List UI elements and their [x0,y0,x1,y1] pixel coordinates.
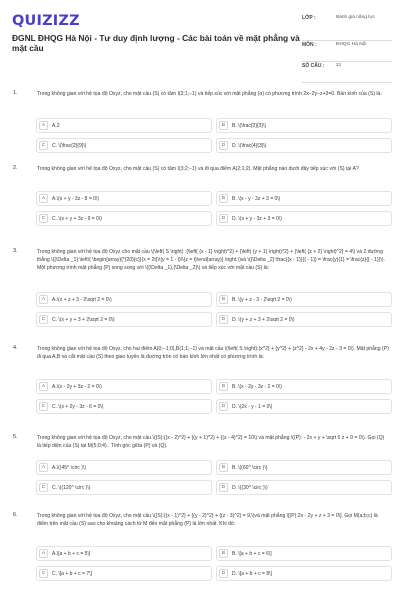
option-text: D. \((30^ \circ )\) [232,485,268,491]
option-letter: D [219,569,228,578]
meta-value: ĐHQG Hà Nội [336,42,367,47]
option-letter: B [219,121,228,130]
meta-value: 21 [336,63,342,68]
option-b[interactable] [216,379,392,394]
option-b[interactable] [216,460,392,475]
option-text: B. \(x - y - 3z + 3 = 0\) [232,196,281,202]
option-b[interactable] [216,191,392,206]
option-a[interactable] [36,191,212,206]
question-number: 2. [13,165,18,171]
option-letter: A [39,549,48,558]
meta-row-count [302,62,392,83]
option-text: C. \[a + b + c = 7\] [52,571,92,577]
worksheet-title: ĐGNL ĐHQG Hà Nội - Tư duy định lượng - Các bài toán về mặt phẳng và mặt cầu [12,33,300,53]
meta-label: SỐ CÂU : [302,63,325,69]
option-d[interactable] [216,399,392,414]
question-text: Trong không gian với hệ tọa độ Oxyz, cho mặt cầu (S) có tâm I(2;1;−1) và tiếp xúc với mặt phẳng (α) có phương trình 2x−2y−z+3=0. Bán kính của (S) là: [37,91,382,97]
option-letter: B [219,194,228,203]
option-letter: D [219,483,228,492]
option-letter: C [39,315,48,324]
question-text: Trong không gian với hệ tọa độ Oxyz, cho mặt cầu \((S):{(x - 1)^2} + {(y - 2)^2} + {(z - 3)^2} = 9,\)và mặt phẳng \[(P):2x - 2y + z + 3 = 0\]. Gọi M(a;b;c) là điểm trên mặt cầu (S) sao cho khoảng cách từ M đến mặt phẳng (P) là lớn nhất. Khi đó: [37,513,378,527]
option-letter: D [219,402,228,411]
option-a[interactable] [36,546,212,561]
question-text: Trong không gian với hệ tọa độ Oxyz, cho mặt cầu (S) có tâm I(3;2;−1) và đi qua điểm A(2;1;2). Mặt phẳng nào dưới đây tiếp xúc với (S) tại A? [37,166,359,172]
option-text: C. \(x + 2y - 3z - 6 = 0\) [52,404,104,410]
question-number: 6. [13,512,18,518]
option-text: A.\(x - 2y + 3z - 2 = 0\) [52,384,102,390]
meta-label: LỚP : [302,15,316,21]
option-text: C. \(x + y + 3z - 9 = 0\) [52,216,102,222]
option-letter: A [39,194,48,203]
option-a[interactable] [36,118,212,133]
meta-row-subject [302,41,392,62]
option-b[interactable] [216,118,392,133]
option-c[interactable] [36,312,212,327]
option-text: A.\[a + b + c = 5\] [52,551,91,557]
meta-label: MÔN : [302,42,317,48]
question-text: Trong không gian với hệ tọa độ Oxyz, cho mặt cầu \((S):{(x - 2)^2} + {(y + 1)^2} + {(z - 4)^2} = 10\) và mặt phẳng \((P): - 2x + y + \sqrt 5 z + 9 = 0\). Gọi (Q) là tiếp diện của (S) tại M(5;0;4) . Tính góc giữa (P) và (Q). [37,435,385,449]
option-letter: D [219,141,228,150]
option-c[interactable] [36,399,212,414]
option-text: D. \(x + y - 3z + 3 = 0\) [232,216,282,222]
worksheet-header [0,0,400,78]
option-letter: A [39,295,48,304]
question-number: 3. [13,248,18,254]
option-d[interactable] [216,211,392,226]
option-c[interactable] [36,480,212,495]
option-letter: C [39,141,48,150]
option-letter: D [219,214,228,223]
option-text: A.\(x + y - 3z - 8 = 0\) [52,196,99,202]
quizizz-logo: QUIZIZZ [12,13,80,29]
option-text: B. \(y + z - 3 - 2\sqrt 2 = 0\) [232,297,292,303]
option-d[interactable] [216,566,392,581]
option-text: D. \(\frac{4}{3}\) [232,143,267,149]
option-d[interactable] [216,312,392,327]
question-number: 1. [13,90,18,96]
question-number: 5. [13,434,18,440]
option-text: B. \(\frac{2}{3}\) [232,123,267,129]
option-c[interactable] [36,211,212,226]
meta-row-class [302,14,392,41]
option-letter: B [219,463,228,472]
option-letter: B [219,549,228,558]
option-letter: B [219,295,228,304]
option-c[interactable] [36,138,212,153]
option-letter: C [39,569,48,578]
option-letter: A [39,382,48,391]
option-c[interactable] [36,566,212,581]
option-letter: A [39,121,48,130]
option-text: D. \(2x - y - 1 = 0\) [232,404,273,410]
option-letter: C [39,402,48,411]
option-d[interactable] [216,480,392,495]
option-b[interactable] [216,546,392,561]
option-text: D. \[a + b + c = 8\] [232,571,272,577]
option-a[interactable] [36,460,212,475]
question-number: 4. [13,345,18,351]
option-text: A.\(x + z + 3 - 2\sqrt 2 = 0\) [52,297,112,303]
option-text: C. \(x + y + 3 + 2\sqrt 2 = 0\) [52,317,115,323]
option-text: C. \((120^ \circ )\) [52,485,91,491]
option-letter: C [39,214,48,223]
option-text: B. \(x - 2y - 3z - 2 = 0\) [232,384,282,390]
question-text: Trong không gian với hệ tọa độ Oxyz, cho hai điểm A(0;−1;0),B(1;1;−1) và mặt cầu \(\left( S \right):{x^2} + {y^2} + {z^2} - 2x + 4y - 2z - 3 = 0\). Mặt phẳng (P) đi qua A,B và cắt mặt cầu (S) theo giao tuyến là đường tròn có bán kính lớn nhất có phương trình là: [37,346,389,360]
option-text: A.2 [52,123,60,129]
option-text: D. \(y + z + 3 + 2\sqrt 2 = 0\) [232,317,295,323]
meta-value: Bánh giá năng lực [336,15,375,20]
option-text: B. \[a + b + c = 6\] [232,551,272,557]
option-d[interactable] [216,138,392,153]
option-text: B. \((60^ \circ )\) [232,465,268,471]
option-letter: A [39,463,48,472]
option-letter: C [39,483,48,492]
option-text: A.\((45^ \circ )\) [52,465,87,471]
option-a[interactable] [36,379,212,394]
worksheet-meta [302,14,392,83]
option-letter: D [219,315,228,324]
option-text: C. \(\frac{2}{9}\) [52,143,87,149]
option-a[interactable] [36,292,212,307]
question-text: Trong không gian với hệ tọa độ Oxyz cho mặt cầu \(\left( S \right) :{\left( {x - 1} \right)^2} + {\left( {y + 1} \right)^2} + {\left( {z + 2} \right)^2} = 4\) và 2 đường thẳng \({\Delta _1}:\left\{ \begin{array}{*{20}{c}}{x = 2t}\\{y = 1 - t}\\{z = t}\end{array}} \right.\)và \({\Delta _2}:\frac{{x - 1}}{{ - 1}} = \frac{y}{1} = \frac{z}{{ - 1}}\). Một phương trình mặt phẳng (P) song song với \({\Delta _1},{\Delta _2}\) và tiếp xúc với mặt cầu (S) là: [37,249,385,271]
option-letter: B [219,382,228,391]
option-b[interactable] [216,292,392,307]
